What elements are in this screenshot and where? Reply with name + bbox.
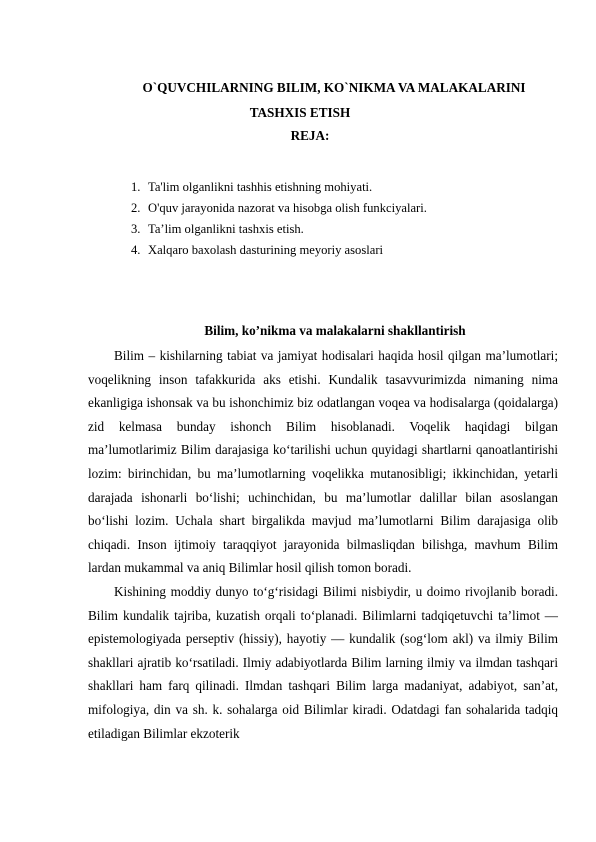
plan-item: [131, 219, 427, 240]
plan-item-text: Xalqaro baxolash dasturining meyoriy asoslari: [148, 243, 384, 257]
document-title-line1: O`QUVCHILARNING BILIM, KO`NIKMA VA MALAKALARINI: [142, 80, 526, 95]
paragraph: Kishining moddiy dunyo to‘g‘risidagi Bilimi nisbiydir, u doimo rivojlanib boradi. Bilim kundalik tajriba, kuzatish orqali to‘planadi. Bilimlarni tadqiqetuvchi ta’limot — epistemologiyada perseptiv (hissiy), hayotiy — kundalik (sog‘lom akl) va ilmiy Bilim shakllari ajratib ko‘rsatiladi. Ilmiy adabiyotlarda Bilim larning ilmiy va ilmdan tashqari shakllari ham farq qilinadi. Ilmdan tashqari Bilim larga madaniyat, adabiyot, san’at, mifologiya, din va sh. k. sohalarga oid Bilimlar kiradi. Odatdagi fan sohalarida tadqiq etiladigan Bilimlar ekzoterik: [88, 583, 558, 741]
plan-item: [131, 240, 427, 261]
plan-item: [131, 198, 427, 219]
plan-item-text: O'quv jarayonida nazorat va hisobga olish funkciyalari.: [148, 201, 427, 215]
plan-heading: REJA:: [290, 128, 330, 143]
body-text: [88, 344, 558, 745]
plan-item: [131, 177, 427, 198]
section-heading: Bilim, ko’nikma va malakalarni shakllantirish: [204, 323, 466, 338]
plan-list: [131, 177, 427, 261]
plan-item-number: 1.: [131, 180, 141, 194]
plan-item-text: Ta’lim olganlikni tashxis etish.: [148, 222, 304, 236]
plan-item-number: 3.: [131, 222, 141, 236]
document-title-line2: TASHXIS ETISH: [249, 105, 351, 120]
plan-item-text: Ta'lim olganlikni tashhis etishning mohiyati.: [148, 180, 373, 194]
plan-item-number: 2.: [131, 201, 141, 215]
paragraph: Bilim – kishilarning tabiat va jamiyat hodisalari haqida hosil qilgan ma’lumotlari; voqelikning inson tafakkurida aks etishi. Kundalik tasavvurimizda nimaning nima ekanligiga ishonsak va bu ishonchimiz biz odatlangan voqea va hodisalarga (qoidalarga) zid kelmasa bunday ishonch Bilim hisoblanadi. Voqelik haqidagi bilgan ma’lumotlarimiz Bilim darajasiga ko‘tarilishi uchun quyidagi shartlarni qanoatlantirishi lozim: birinchidan, bu ma’lumotlarning voqelikka mutanosibligi; ikkinchidan, yetarli darajada ishonarli bo‘lishi; uchinchidan, bu ma’lumotlar dalillar bilan asoslangan bo‘lishi lozim. Uchala shart birgalikda mavjud ma’lumotlarni Bilim darajasiga olib chiqadi. Inson ijtimoiy taraqqiyot jarayonida bilmasliqdan bilishga, mavhum Bilim lardan mukammal va aniq Bilimlar hosil qilish tomon boradi.: [88, 348, 558, 576]
plan-item-number: 4.: [131, 243, 141, 257]
